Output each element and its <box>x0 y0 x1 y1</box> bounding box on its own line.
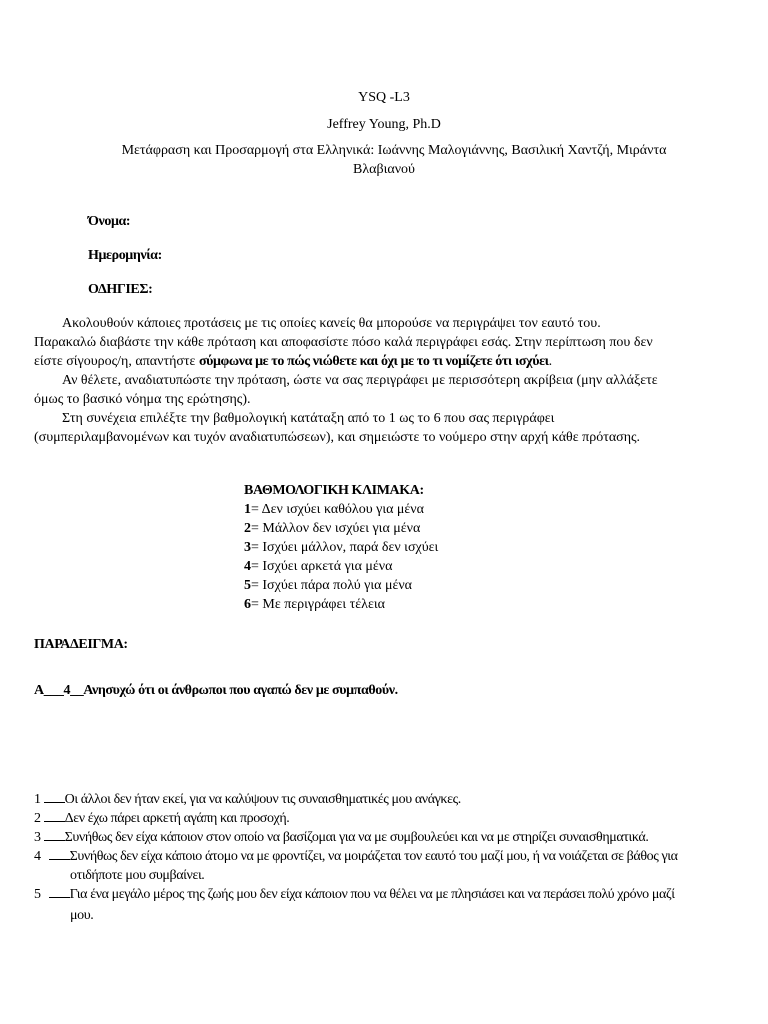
scale-item-text: = Ισχύει μάλλον, παρά δεν ισχύει <box>251 540 439 555</box>
instructions-p1-line3 <box>34 352 728 371</box>
question-number: 3 <box>34 830 41 845</box>
scale-item-1 <box>244 500 604 519</box>
name-label: Όνομα: <box>88 214 131 229</box>
question-5 <box>34 885 734 904</box>
translation-line-1: Μετάφραση και Προσαρμογή στα Ελληνικά: Ιωάννης Μαλογιάννης, Βασιλική Χαντζή, Μιράντα <box>121 143 667 158</box>
answer-blank[interactable] <box>44 790 65 803</box>
instructions-p1-line2: Παρακαλώ διαβάστε την κάθε πρόταση και αποφασίστε πόσο καλά περιγράφει εσάς. Στην περίπτωση που δεν <box>34 335 653 350</box>
scale-item-3 <box>244 538 604 557</box>
scale-item-text: = Ισχύει πάρα πολύ για μένα <box>251 578 412 593</box>
date-label: Ημερομηνία: <box>88 248 162 263</box>
answer-blank[interactable] <box>44 809 65 822</box>
answer-blank[interactable] <box>49 847 70 860</box>
question-4-continuation: οτιδήποτε μου συμβαίνει. <box>70 868 205 883</box>
example-label: ΠΑΡΑΔΕΙΓΜΑ: <box>34 637 128 652</box>
instructions-paragraph-1 <box>34 314 728 447</box>
question-number: 4 <box>34 849 41 864</box>
instructions-p1-line3-start: είστε σίγουρος/η, απαντήστε <box>34 354 199 369</box>
scale-item-2 <box>244 519 604 538</box>
scale-item-text: = Δεν ισχύει καθόλου για μένα <box>251 502 424 517</box>
question-text: Συνήθως δεν είχα κάποιον στον οποίο να βασίζομαι για να με συμβουλεύει και να με στηρίζει συναισθηματικά. <box>64 830 649 845</box>
scale-item-text: = Μάλλον δεν ισχύει για μένα <box>251 521 421 536</box>
instructions-p2-line1: Αν θέλετε, αναδιατυπώστε την πρόταση, ώστε να σας περιγράφει με περισσότερη ακρίβεια (μην αλλάξετε <box>62 373 658 388</box>
rating-scale-title: ΒΑΘΜΟΛΟΓΙΚΗ ΚΛΙΜΑΚΑ: <box>244 483 424 498</box>
translation-line-2: Βλαβιανού <box>353 162 415 177</box>
instructions-label: ΟΔΗΓΙΕΣ: <box>88 282 153 297</box>
instructions-p2-line2: όμως το βασικό νόημα της ερώτησης). <box>34 392 251 407</box>
question-4 <box>34 847 734 866</box>
scale-item-4 <box>244 557 604 576</box>
instructions-p1-line3-end: . <box>548 354 553 369</box>
scale-item-text: = Με περιγράφει τέλεια <box>251 597 385 612</box>
scale-item-number: 4 <box>244 559 251 574</box>
instructions-p3-line2: (συμπεριλαμβανομένων και τυχόν αναδιατυπώσεων), και σημειώστε το νούμερο στην αρχή κάθε πρότασης. <box>34 430 641 445</box>
question-number: 2 <box>34 811 41 826</box>
answer-blank[interactable] <box>49 885 70 898</box>
scale-item-number: 2 <box>244 521 251 536</box>
rating-scale <box>244 481 604 614</box>
question-number: 5 <box>34 887 41 902</box>
scale-item-number: 5 <box>244 578 251 593</box>
scale-item-text: = Ισχύει αρκετά για μένα <box>251 559 393 574</box>
question-3 <box>34 828 734 847</box>
scale-item-5 <box>244 576 604 595</box>
question-number: 1 <box>34 792 41 807</box>
author-line: Jeffrey Young, Ph.D <box>327 117 441 132</box>
example-item: Α___4__Ανησυχώ ότι οι άνθρωποι που αγαπώ δεν με συμπαθούν. <box>34 683 398 698</box>
question-text: Συνήθως δεν είχα κάποιο άτομο να με φροντίζει, να μοιράζεται τον εαυτό του μαζί μου, ή να νοιάζεται σε βάθος για <box>69 849 678 864</box>
question-text: Για ένα μεγάλο μέρος της ζωής μου δεν είχα κάποιον που να θέλει να με πλησιάσει και να περάσει πολύ χρόνο μαζί <box>69 887 675 902</box>
scale-item-number: 1 <box>244 502 251 517</box>
instructions-p3-line1: Στη συνέχεια επιλέξτε την βαθμολογική κατάταξη από το 1 ως το 6 που σας περιγράφει <box>62 411 555 426</box>
instructions-emphasis: σύμφωνα με το πώς νιώθετε και όχι με το τι νομίζετε ότι ισχύει <box>198 354 549 369</box>
question-5-continuation: μου. <box>70 908 94 923</box>
instructions-p1-line1: Ακολουθούν κάποιες προτάσεις με τις οποίες κανείς θα μπορούσε να περιγράψει τον εαυτό του. <box>62 316 601 331</box>
question-2 <box>34 809 734 828</box>
question-1 <box>34 790 734 809</box>
answer-blank[interactable] <box>44 828 65 841</box>
question-text: Δεν έχω πάρει αρκετή αγάπη και προσοχή. <box>64 811 290 826</box>
scale-item-number: 6 <box>244 597 251 612</box>
question-text: Οι άλλοι δεν ήταν εκεί, για να καλύψουν τις συναισθηματικές μου ανάγκες. <box>64 792 461 807</box>
scale-item-number: 3 <box>244 540 251 555</box>
questionnaire-code: YSQ -L3 <box>358 90 410 105</box>
scale-item-6 <box>244 595 604 614</box>
